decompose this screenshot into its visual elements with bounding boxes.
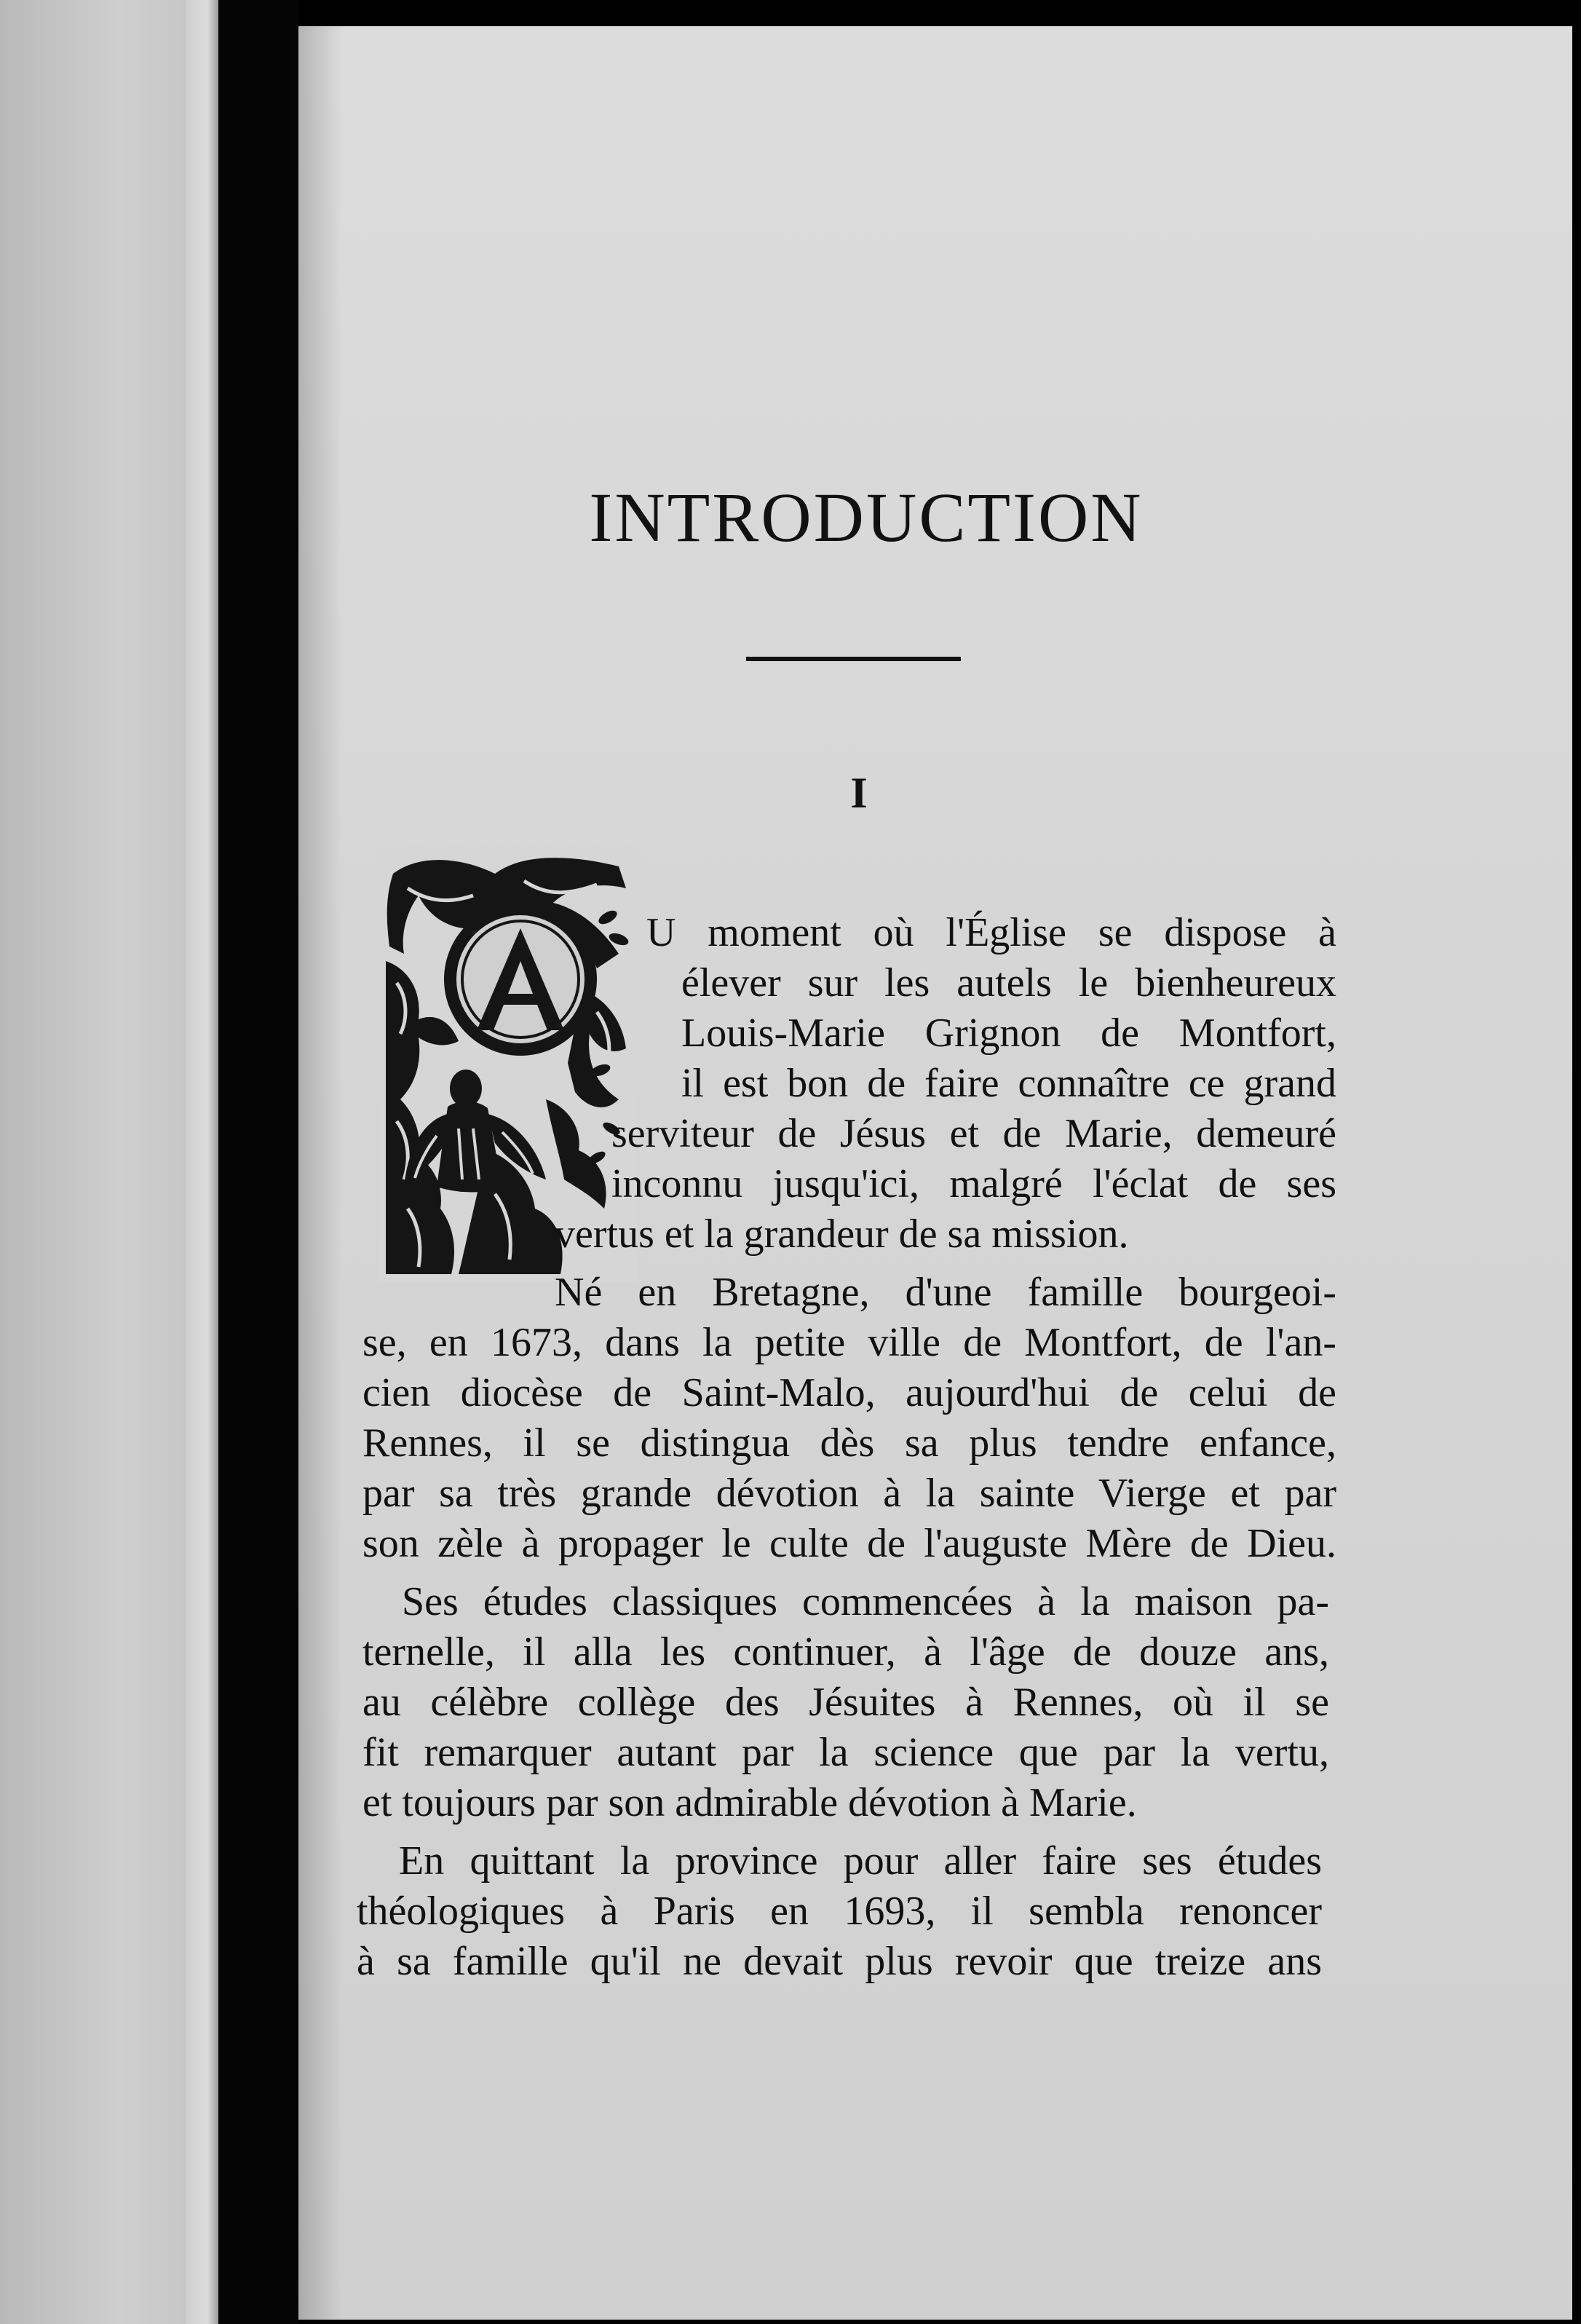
text-line: Louis-Marie Grignon de Montfort,: [681, 1011, 1336, 1056]
text-line: son zèle à propager le culte de l'auguste Mère de Dieu.: [362, 1521, 1336, 1566]
text-line: et toujours par son admirable dévotion à Marie.: [362, 1780, 1137, 1825]
text-line: U moment où l'Église se dispose à: [646, 910, 1336, 955]
text-line: inconnu jusqu'ici, malgré l'éclat de ses: [611, 1161, 1336, 1206]
text-line: Ses études classiques commencées à la maison pa-: [402, 1579, 1329, 1624]
text-line: En quittant la province pour aller faire ses études: [399, 1838, 1322, 1884]
text-line: théologiques à Paris en 1693, il sembla renoncer: [357, 1889, 1322, 1934]
book-gutter: [218, 0, 298, 2324]
text-line: serviteur de Jésus et de Marie, demeuré: [611, 1111, 1336, 1156]
text-line: élever sur les autels le bienheureux: [681, 960, 1336, 1005]
facing-page-edge: [0, 0, 204, 2324]
text-line: fit remarquer autant par la science que par la vertu,: [362, 1730, 1329, 1775]
facing-page-fold: [186, 0, 222, 2324]
text-line: cien diocèse de Saint-Malo, aujourd'hui de celui de: [362, 1370, 1336, 1415]
page-gutter-shadow: [298, 26, 342, 2320]
text-line: vertus et la grandeur de sa mission.: [555, 1212, 1129, 1257]
title-divider: [746, 657, 961, 661]
text-line: se, en 1673, dans la petite ville de Montfort, de l'an-: [362, 1320, 1336, 1365]
text-line: par sa très grande dévotion à la sainte Vierge et par: [362, 1471, 1336, 1516]
text-line: ternelle, il alla les continuer, à l'âge de douze ans,: [362, 1629, 1329, 1675]
chapter-title: INTRODUCTION: [589, 478, 1144, 556]
text-line: Né en Bretagne, d'une famille bourgeoi-: [555, 1270, 1336, 1315]
text-line: à sa famille qu'il ne devait plus revoir que treize ans: [357, 1939, 1322, 1984]
text-line: Rennes, il se distingua dès sa plus tendre enfance,: [362, 1420, 1336, 1466]
section-number: I: [850, 769, 868, 817]
text-line: au célèbre collège des Jésuites à Rennes, où il se: [362, 1680, 1329, 1725]
text-line: il est bon de faire connaître ce grand: [681, 1061, 1336, 1106]
